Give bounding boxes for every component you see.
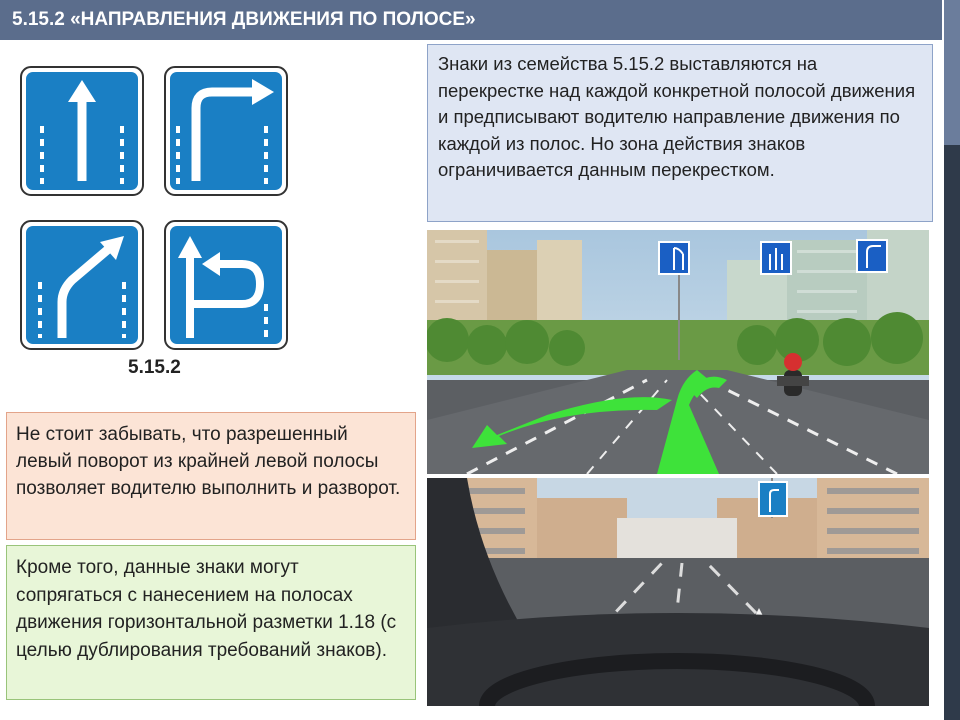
lane-straight-icon (20, 66, 144, 196)
sign-code-label: 5.15.2 (128, 357, 181, 378)
lane-straight-uturn-icon (164, 220, 288, 350)
note-text-box: Не стоит забывать, что разрешенный левый поворот из крайней левой полосы позволяет водителю выполнить и разворот. (6, 412, 416, 540)
intersection-photo (427, 230, 929, 474)
decorative-side-bar-dark (944, 145, 960, 720)
lane-right-diagonal-icon (20, 220, 144, 350)
page-title: 5.15.2 «НАПРАВЛЕНИЯ ДВИЖЕНИЯ ПО ПОЛОСЕ» (0, 0, 942, 40)
lane-right-turn-icon (164, 66, 288, 196)
info-text-box: Знаки из семейства 5.15.2 выставляются на перекрестке над каждой конкретной полосой движения и предписывают водителю направление движения по каждой из полос. Но зона действия знаков ограничивается данным перекрестком. (427, 44, 933, 222)
extra-text-box: Кроме того, данные знаки могут сопрягаться с нанесением на полосах движения горизонтальной разметки 1.18 (с целью дублирования требований знаков). (6, 545, 416, 700)
driver-view-photo (427, 478, 929, 706)
decorative-side-bar (944, 0, 960, 145)
